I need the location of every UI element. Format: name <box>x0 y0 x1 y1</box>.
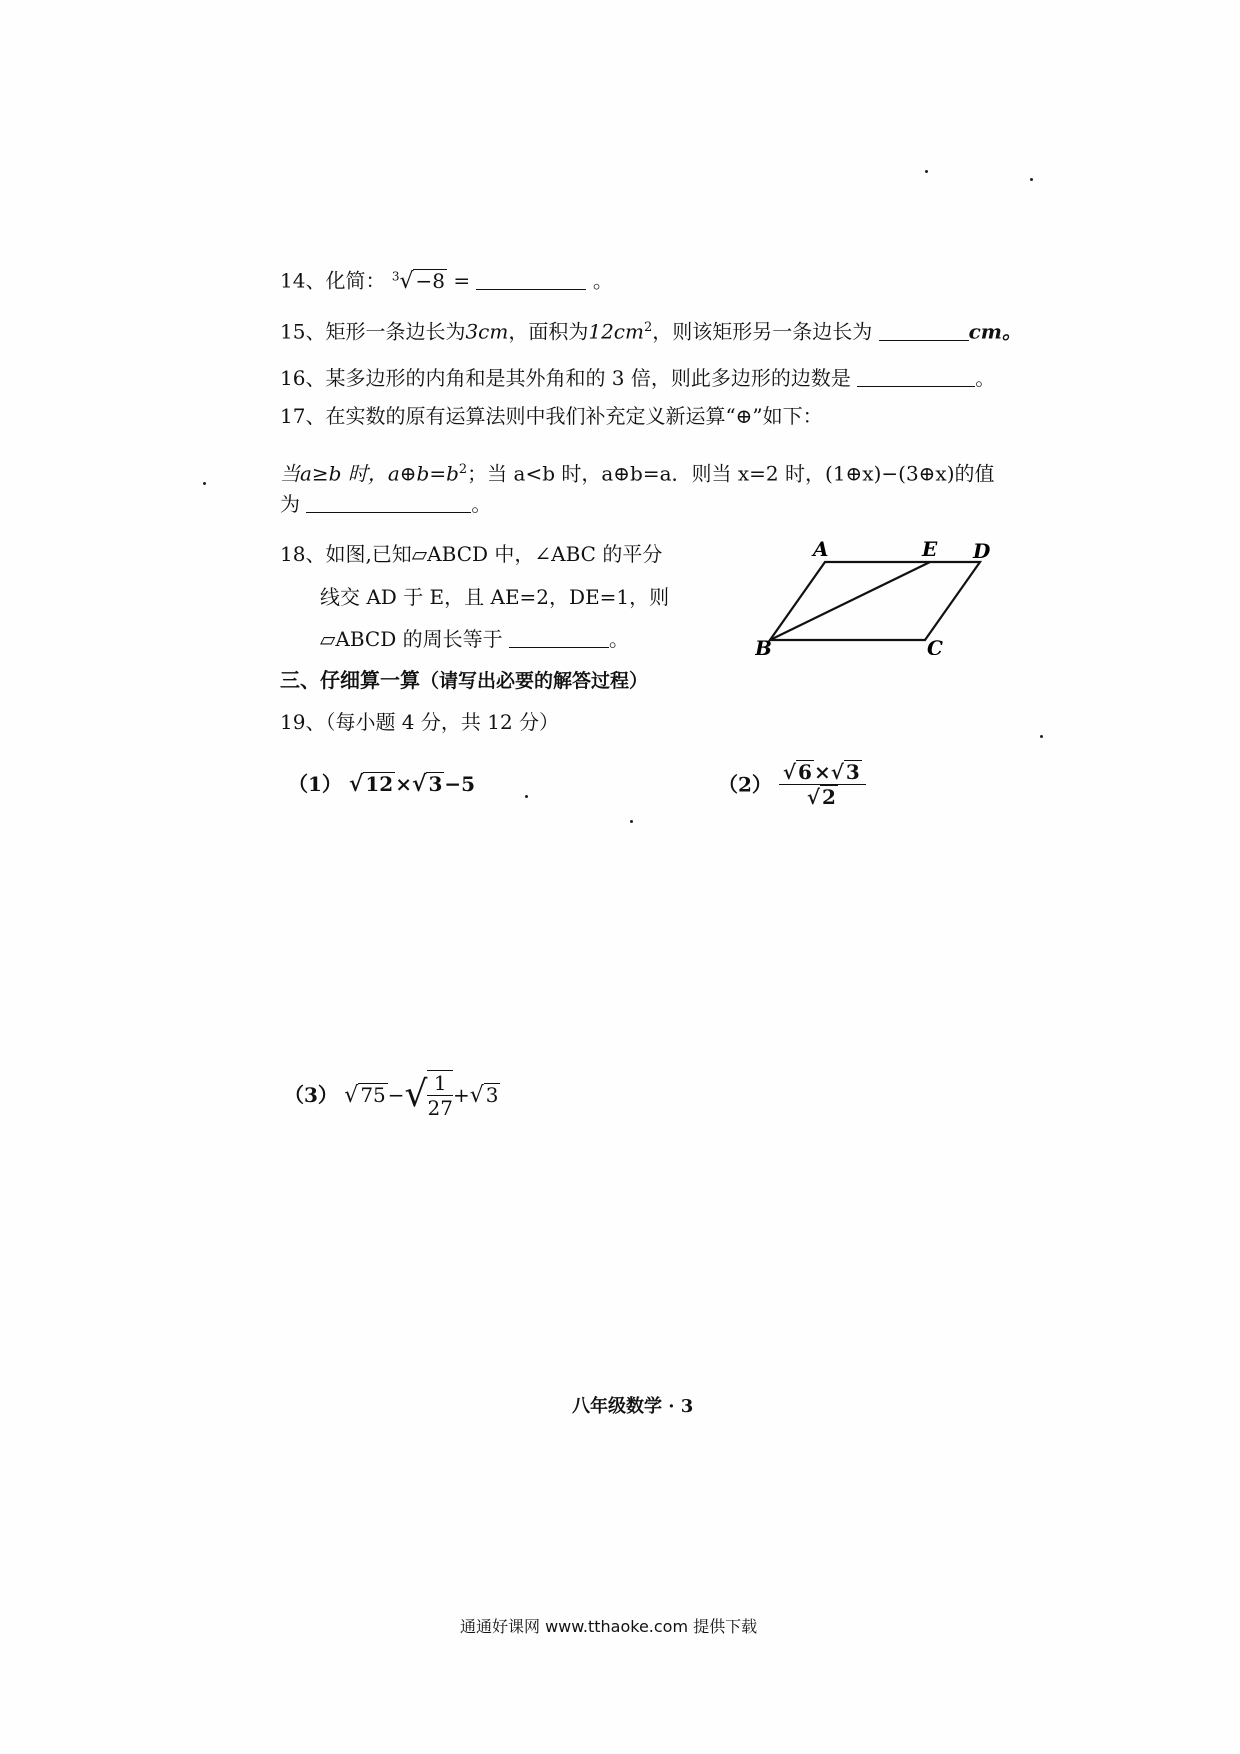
q17-answer-blank[interactable] <box>306 492 471 513</box>
q19-p3-minus: − <box>387 1083 405 1107</box>
q17-line-3: 为 <box>280 492 300 516</box>
q19-p3-sqrt-75: √ 75 <box>344 1082 386 1108</box>
scan-speck <box>630 820 633 823</box>
q19-p3-label: （3） <box>284 1083 338 1107</box>
q19-p1-sqrt-3: √ 3 <box>411 771 443 797</box>
q19-p2-denominator: √ 2 <box>806 785 836 809</box>
label-d: D <box>973 539 991 563</box>
q19-p1-tail: −5 <box>444 772 476 796</box>
q19-p3-fraction <box>427 1070 452 1120</box>
section-3-note: （请写出必要的解答过程） <box>420 670 649 692</box>
label-e: E <box>922 537 938 561</box>
q19-p3-radicand-1: 75 <box>360 1082 386 1107</box>
scan-speck <box>203 482 206 485</box>
q16-answer-blank[interactable] <box>857 366 975 387</box>
q19-part-1 <box>288 770 475 798</box>
q14-end: 。 <box>592 268 613 293</box>
q15-answer-blank[interactable] <box>879 320 969 341</box>
question-18-line-1 <box>280 540 662 568</box>
q19-p3-sqrt-fraction: √ $\frac{1}{27}$ <box>404 1071 453 1120</box>
q18-end: 。 <box>608 627 629 651</box>
angle-bisector-be <box>770 562 930 640</box>
q15-unit: cm。 <box>968 319 1022 344</box>
q16-text: 16、某多边形的内角和是其外角和的 3 倍，则此多边形的边数是 <box>280 366 851 390</box>
source-watermark: 通通好课网 www.tthaoke.com 提供下载 <box>460 1617 758 1636</box>
label-b: B <box>755 636 772 655</box>
q19-part-2 <box>718 760 866 809</box>
q15-value-a: 3cm <box>465 319 509 344</box>
q19-p1-radicand-2: 3 <box>428 772 443 796</box>
q14-answer-blank[interactable] <box>476 269 586 290</box>
q14-root-index: 3 <box>391 269 400 283</box>
q15-text-a: 15、矩形一条边长为 <box>280 319 466 344</box>
q14-equals: = <box>453 268 471 293</box>
q14-cube-root: $^3$√ −8 <box>391 268 445 294</box>
q15-text-b: ，面积为 <box>508 319 589 344</box>
q17-line-2-a: 当a≥b 时，a⊕b=b <box>280 461 459 486</box>
scan-speck <box>525 795 528 798</box>
q15-text-c: ，则该矩形另一条边长为 <box>652 319 873 344</box>
q18-line-3: ▱ABCD 的周长等于 <box>320 627 503 651</box>
q19-p3-plus: + <box>452 1083 470 1107</box>
q19-p3-sqrt-3: √ 3 <box>469 1082 499 1108</box>
q17-line-1: 17、在实数的原有运算法则中我们补充定义新运算“⊕”如下： <box>280 404 823 428</box>
q19-p1-times: × <box>395 772 412 796</box>
q19-p2-fraction <box>779 760 866 809</box>
q19-p3-numerator: 1 <box>427 1071 452 1096</box>
section-3-title: 三、仔细算一算 <box>280 668 420 692</box>
q19-p2-label: （2） <box>718 772 772 797</box>
q17-exponent: 2 <box>458 462 468 477</box>
q19-p2-times: × <box>813 760 831 784</box>
q19-p1-radicand-1: 12 <box>365 772 394 796</box>
question-17-line-1 <box>280 402 823 430</box>
question-18-line-2 <box>320 583 669 611</box>
q17-line-2-b: ；当 a<b 时，a⊕b=a．则当 x=2 时，(1⊕x)−(3⊕x)的值 <box>467 461 995 486</box>
q14-prefix: 14、化简： <box>280 268 386 293</box>
scan-speck <box>1040 735 1043 738</box>
parallelogram-figure <box>755 535 1005 655</box>
question-14 <box>280 262 613 296</box>
question-17-line-2 <box>280 456 995 488</box>
q18-answer-blank[interactable] <box>509 627 609 648</box>
q19-p2-radicand-1: 6 <box>798 760 812 784</box>
scan-speck <box>1030 178 1033 181</box>
q14-radicand: −8 <box>415 268 445 293</box>
q17-end: 。 <box>471 492 492 516</box>
question-16 <box>280 364 995 392</box>
q18-line-2: 线交 AD 于 E，且 AE=2，DE=1，则 <box>320 585 670 609</box>
scan-speck <box>925 170 928 173</box>
section-3-heading <box>280 666 648 695</box>
question-15 <box>280 314 1022 346</box>
q19-p3-denominator: 27 <box>427 1096 453 1120</box>
parallelogram-abcd <box>770 562 980 640</box>
q15-exponent: 2 <box>643 320 653 335</box>
q16-end: 。 <box>975 366 996 390</box>
q19-p1-sqrt-12: √ 12 <box>348 771 394 797</box>
question-18-line-3 <box>320 625 629 653</box>
q19-p2-numerator: √ 6 ×√ 3 <box>779 760 866 785</box>
label-a: A <box>813 537 829 561</box>
q15-value-b: 12cm <box>588 319 644 344</box>
question-17-line-3 <box>280 490 491 518</box>
q19-part-3 <box>284 1070 500 1120</box>
page-number-label: 八年级数学 · 3 <box>572 1396 694 1417</box>
q19-p2-radicand-2: 3 <box>845 760 860 784</box>
q18-line-1: 18、如图,已知▱ABCD 中，∠ABC 的平分 <box>280 542 663 566</box>
q19-p1-label: （1） <box>288 772 342 796</box>
q19-p3-radicand-2: 3 <box>485 1082 499 1107</box>
q19-p2-radicand-3: 2 <box>821 785 836 809</box>
q19-header: 19、（每小题 4 分，共 12 分） <box>280 710 560 734</box>
label-c: C <box>927 636 943 655</box>
question-19-header <box>280 708 559 736</box>
